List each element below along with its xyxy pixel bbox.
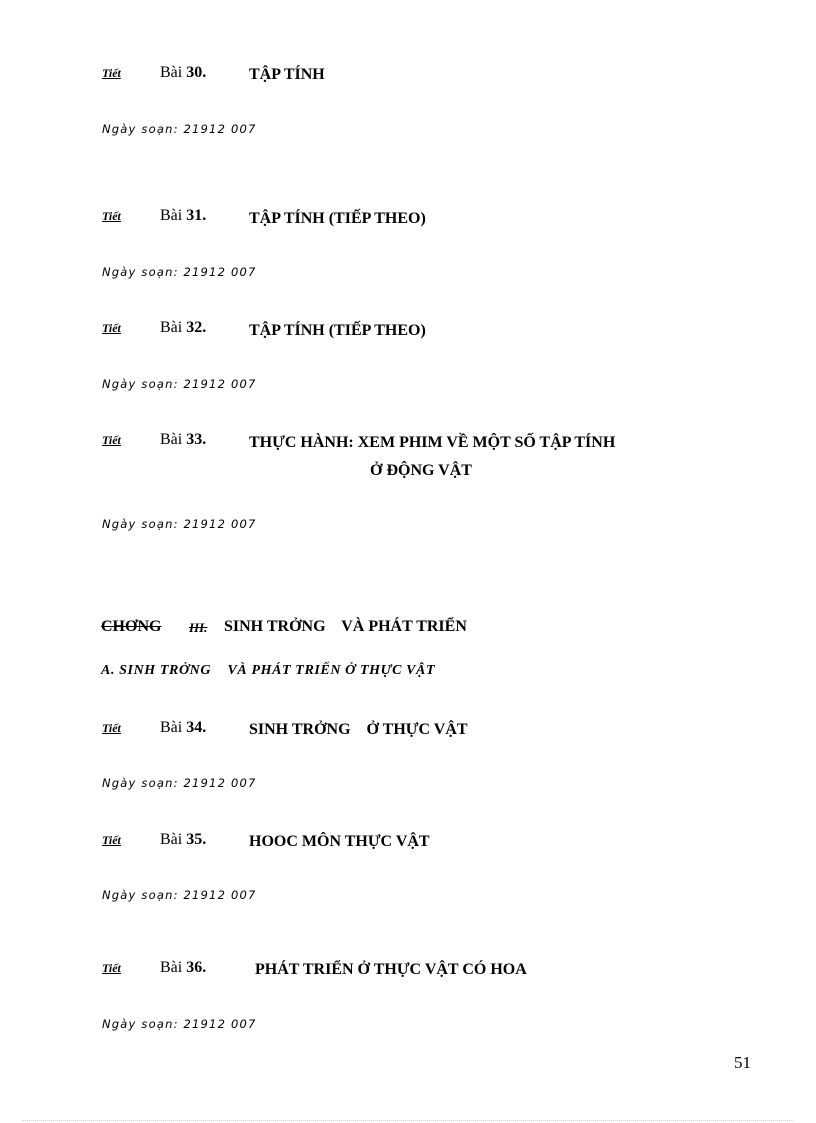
lesson-title: TẬP TÍNH (TIẾP THEO) — [249, 322, 426, 339]
tiet-label: Tiết — [102, 321, 121, 335]
lesson-title: TẬP TÍNH — [249, 66, 325, 83]
chapter-title: SINH TRỞNG VÀ PHÁT TRIỂN — [224, 618, 467, 635]
lesson-number: Bài 30. — [160, 64, 207, 81]
lesson-date: Ngày soạn: 21912 007 — [102, 377, 257, 391]
lesson-title: SINH TRỞNG Ở THỰC VẬT — [249, 721, 468, 738]
lesson-date: Ngày soạn: 21912 007 — [102, 888, 257, 902]
section-title: A. SINH TRỞNG VÀ PHÁT TRIỂN Ở THỰC VẬT — [101, 663, 436, 678]
tiet-label: Tiết — [102, 833, 121, 847]
lesson-number: Bài 36. — [160, 959, 207, 976]
lesson-title: HOOC MÔN THỰC VẬT — [249, 833, 430, 850]
tiet-label: Tiết — [102, 721, 121, 735]
tiet-label: Tiết — [102, 209, 121, 223]
lesson-number: Bài 32. — [160, 319, 207, 336]
lesson-title: THỰC HÀNH: XEM PHIM VỀ MỘT SỐ TẬP TÍNH — [249, 434, 616, 451]
lesson-number: Bài 34. — [160, 719, 207, 736]
lesson-date: Ngày soạn: 21912 007 — [102, 265, 257, 279]
lesson-number: Bài 33. — [160, 431, 207, 448]
tiet-label: Tiết — [102, 433, 121, 447]
chapter-label: CHƠNG — [101, 618, 162, 635]
lesson-number: Bài 35. — [160, 831, 207, 848]
lesson-number: Bài 31. — [160, 207, 207, 224]
lesson-date: Ngày soạn: 21912 007 — [102, 517, 257, 531]
chapter-number: III. — [189, 620, 208, 635]
lesson-title: PHÁT TRIỂN Ở THỰC VẬT CÓ HOA — [255, 961, 527, 978]
tiet-label: Tiết — [102, 66, 121, 80]
tiet-label: Tiết — [102, 961, 121, 975]
lesson-title: TẬP TÍNH (TIẾP THEO) — [249, 210, 426, 227]
footer-rule — [22, 1120, 794, 1121]
page-number: 51 — [734, 1053, 751, 1072]
lesson-date: Ngày soạn: 21912 007 — [102, 1017, 257, 1031]
lesson-date: Ngày soạn: 21912 007 — [102, 122, 257, 136]
lesson-title-line2: Ở ĐỘNG VẬT — [370, 462, 472, 479]
lesson-date: Ngày soạn: 21912 007 — [102, 776, 257, 790]
